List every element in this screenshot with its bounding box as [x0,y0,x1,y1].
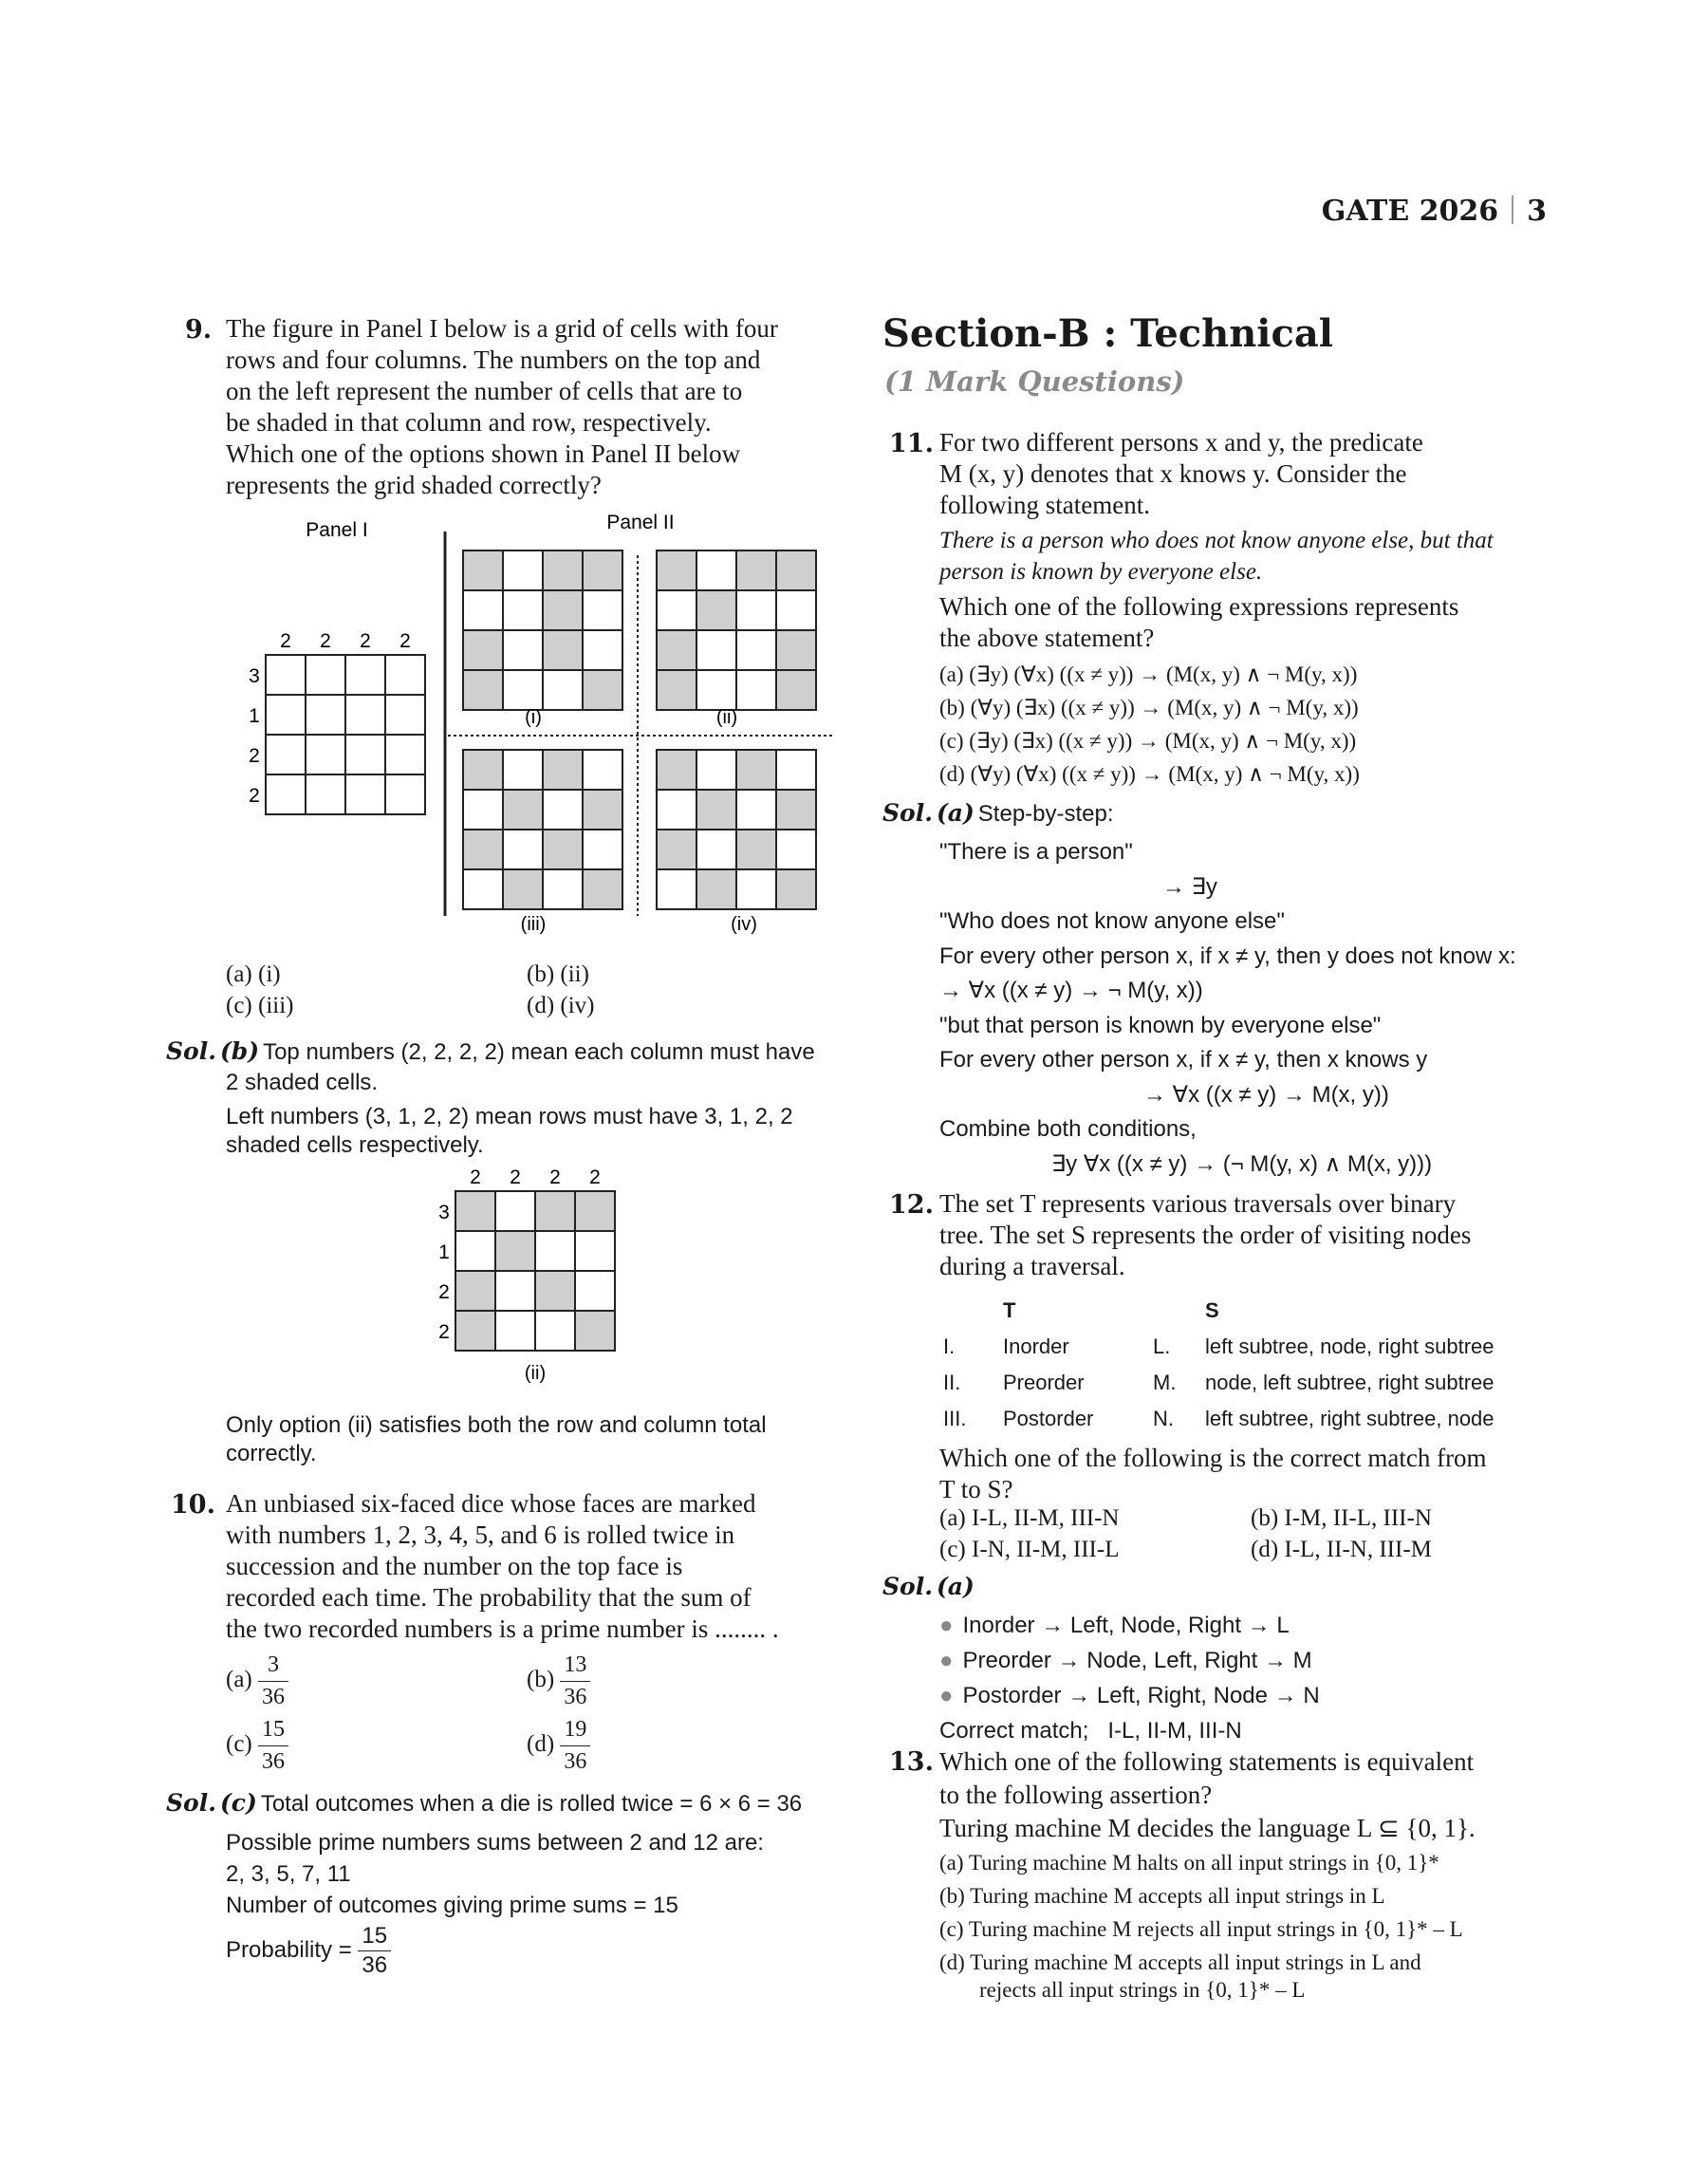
sol-label: Sol. [882,1573,933,1600]
option-label: (a) [226,1667,252,1693]
empty-cell [543,670,583,710]
shaded-cell [657,630,696,670]
numerator: 15 [358,1922,391,1951]
empty-cell [503,670,543,710]
sol-line: 2 shaded cells. [226,1070,379,1095]
sol-text: Total outcomes when a die is rolled twice = 6 × 6 = 36 [260,1791,803,1817]
fraction [560,1714,590,1778]
shaded-cell [696,790,736,830]
fraction [258,1714,288,1778]
grid-label: (i) [525,707,542,728]
step: → ∀x ((x ≠ y) → ¬ M(y, x)) [939,978,1203,1003]
denominator: 36 [262,1685,285,1709]
col-count: 2 [320,630,331,652]
step: ∃y ∀x ((x ≠ y) → (¬ M(y, x) ∧ M(x, y))) [1051,1150,1433,1177]
answer-grid [418,1163,636,1390]
row-count: 2 [249,785,260,807]
bullet-item [939,1608,1320,1643]
empty-cell [583,630,622,670]
solution-9 [166,1037,815,1067]
text-line: to the following assertion? [939,1781,1213,1809]
row-snum: M. [1153,1371,1177,1394]
option-d[interactable] [527,1714,590,1778]
shaded-cell [455,1191,495,1231]
text-line: T to S? [939,1475,1013,1503]
step: Combine both conditions, [939,1116,1197,1142]
col-count: 2 [549,1166,561,1188]
shaded-cell [583,790,622,830]
page-number: 3 [1527,195,1547,228]
shaded-cell [657,670,696,710]
fraction [258,1650,288,1713]
row-num: I. [943,1334,956,1358]
sol-line: Number of outcomes giving prime sums = 15 [226,1893,678,1918]
option-c[interactable] [226,1714,288,1778]
denominator: 36 [362,1952,388,1978]
option-label: (b) [527,1667,555,1693]
option-d[interactable]: (d) (iv) [527,993,595,1018]
row-count: 2 [249,745,260,767]
sol-line: 2, 3, 5, 7, 11 [226,1861,351,1887]
row-count: 2 [438,1281,450,1303]
shaded-cell [696,590,736,630]
empty-cell [696,830,736,869]
shaded-cell [776,630,816,670]
option-grid-i [463,550,622,710]
shaded-cell [583,670,622,710]
step: → ∃y [1162,873,1217,900]
numerator: 3 [258,1650,288,1682]
question-number: 11. [889,429,934,458]
empty-cell [463,790,503,830]
solution-12-body [939,1608,1320,1748]
denominator: 36 [564,1749,587,1774]
empty-cell [696,630,736,670]
text-line: tree. The set S represents the order of visiting nodes [939,1221,1472,1249]
question-11-text [939,427,1494,654]
shaded-cell [776,869,816,909]
shaded-cell [736,750,776,790]
shaded-cell [657,550,696,590]
empty-cell [455,1231,495,1271]
empty-cell [575,1271,615,1311]
solution-10 [166,1789,802,1819]
bullet-item [939,1643,1320,1678]
grid-label: (iv) [731,914,757,935]
step: For every other person x, if x ≠ y, then y does not know x: [939,942,1516,969]
solution-9-conclusion [226,1411,767,1468]
step: "There is a person" [939,839,1133,865]
panel2-label: Panel II [606,512,675,533]
row-count: 2 [438,1321,450,1343]
row-s: node, left subtree, right subtree [1205,1371,1494,1394]
option-d[interactable]: (d) Turing machine M accepts all input strings in L and [939,1950,1421,1974]
row-num: III. [943,1407,967,1430]
fraction [560,1650,590,1713]
empty-cell [583,590,622,630]
row-t: Inorder [1003,1334,1069,1358]
empty-cell [583,750,622,790]
shaded-cell [535,1191,575,1231]
question-number: 13. [889,1747,934,1777]
sol-label: Sol. [882,799,933,827]
sol-line: shaded cells respectively. [226,1132,484,1158]
shaded-cell [463,670,503,710]
col-count: 2 [510,1166,521,1188]
empty-cell [543,869,583,909]
header-title: GATE 2026 [1321,195,1499,228]
text-line: Turing machine M decides the language L ⊆ {0, 1}. [939,1814,1476,1842]
text-line: on the left represent the number of cells that are to [226,377,743,405]
option-c[interactable]: (c) (∃y) (∃x) ((x ≠ y)) → (M(x, y) ∧ ¬ M(y, x)) [939,729,1357,753]
empty-cell [736,630,776,670]
probability-line [226,1922,391,1980]
bullet-icon: ● [939,1683,954,1708]
sol-text: Step-by-step: [977,801,1114,827]
question-13-text [939,1745,1476,1845]
shaded-cell [535,1271,575,1311]
option-grid-ii [657,550,816,710]
shaded-cell [543,830,583,869]
text-line: succession and the number on the top face is [226,1552,683,1580]
shaded-cell [776,670,816,710]
bullet-text: Preorder → Node, Left, Right → M [962,1648,1312,1673]
empty-cell [736,790,776,830]
sol-answer: (a) [936,1573,975,1600]
question-13-options [939,1846,1463,2006]
option-d[interactable]: (d) (∀y) (∀x) ((x ≠ y)) → (M(x, y) ∧ ¬ M(y, x)) [939,762,1360,786]
step: "Who does not know anyone else" [939,908,1285,934]
row-count: 3 [438,1202,450,1223]
text-line: Which one of the options shown in Panel II below [226,439,741,468]
text-line: The figure in Panel I below is a grid of cells with four [226,314,778,343]
denominator: 36 [262,1749,285,1774]
sol-answer: (b) [219,1037,260,1065]
step: "but that person is known by everyone else" [939,1012,1382,1038]
solution-12 [882,1573,975,1600]
empty-cell [503,630,543,670]
empty-cell [696,670,736,710]
text-line: rows and four columns. The numbers on the top and [226,345,761,374]
shaded-cell [463,550,503,590]
shaded-cell [503,790,543,830]
sol-line: Left numbers (3, 1, 2, 2) mean rows must have 3, 1, 2, 2 [226,1104,793,1129]
row-s: left subtree, right subtree, node [1205,1407,1494,1430]
col-count: 2 [280,630,291,652]
empty-cell [657,869,696,909]
empty-cell [463,869,503,909]
bullet-item [939,1678,1320,1713]
empty-cell [495,1191,535,1231]
header-divider [1512,196,1513,224]
empty-cell [736,869,776,909]
question-10-text [226,1488,779,1645]
solution-11-steps [939,835,1547,1182]
fraction [358,1922,391,1980]
question-12-text [939,1188,1471,1282]
text-line: represents the grid shaded correctly? [226,471,602,499]
section-subtitle: (1 Mark Questions) [884,365,1185,398]
option-b[interactable] [527,1650,590,1713]
row-count: 3 [249,665,260,687]
col-count: 2 [399,630,411,652]
question-11-options [939,658,1360,791]
shaded-cell [575,1191,615,1231]
option-b[interactable]: (b) (ii) [527,961,589,987]
option-a[interactable]: (a) Turing machine M halts on all input strings in {0, 1}* [939,1851,1439,1875]
shaded-cell [463,630,503,670]
numerator: 13 [560,1650,590,1682]
panel-figure [228,508,854,959]
option-b[interactable]: (b) Turing machine M accepts all input strings in L [939,1884,1385,1908]
option-a[interactable]: (a) I-L, II-M, III-N [939,1505,1120,1531]
col-count: 2 [470,1166,481,1188]
option-grid-iii [463,750,622,909]
grid-label: (ii) [715,707,738,728]
numerator: 15 [258,1714,288,1746]
option-c[interactable]: (c) Turing machine M rejects all input strings in {0, 1}* – L [939,1917,1463,1941]
numerator: 19 [560,1714,590,1746]
sol-line: Possible prime numbers sums between 2 and 12 are: [226,1830,764,1856]
empty-cell [535,1311,575,1351]
option-a[interactable]: (a) (∃y) (∀x) ((x ≠ y)) → (M(x, y) ∧ ¬ M(y, x)) [939,662,1358,686]
text-line: Which one of the following statements is equivalent [939,1747,1475,1776]
shaded-cell [736,830,776,869]
row-count: 1 [249,705,260,727]
sol-label: Sol. [166,1037,216,1065]
empty-cell [583,830,622,869]
sol-answer: (a) [936,799,975,827]
option-d-continued: rejects all input strings in {0, 1}* – L [979,1978,1306,2002]
text-line: Which one of the following is the correct match from [939,1444,1487,1472]
question-number: 9. [185,315,213,345]
shaded-cell [455,1271,495,1311]
empty-cell [657,790,696,830]
solution-11 [882,799,1114,829]
question-9-text [226,313,778,501]
shaded-cell [455,1311,495,1351]
option-a[interactable] [226,1650,288,1713]
row-t: Postorder [1003,1407,1094,1430]
bullet-text: Postorder → Left, Right, Node → N [962,1683,1320,1708]
text-line: Which one of the following expressions represents [939,592,1459,621]
correct-match: Correct match; I-L, II-M, III-N [939,1718,1242,1744]
empty-cell [696,550,736,590]
empty-cell [543,790,583,830]
panel1-label: Panel I [306,519,368,541]
option-b[interactable]: (b) I-M, II-L, III-N [1251,1505,1432,1531]
shaded-cell [543,590,583,630]
empty-cell [696,750,736,790]
answer-grid-label: (ii) [524,1363,547,1384]
text-line: during a traversal. [939,1252,1125,1280]
option-d[interactable]: (d) I-L, II-N, III-M [1251,1537,1432,1562]
question-12-text2 [939,1443,1487,1505]
step: For every other person x, if x ≠ y, then x knows y [939,1047,1428,1073]
italic-line: There is a person who does not know anyone else, but that [939,528,1494,553]
empty-cell [736,670,776,710]
text-line: M (x, y) denotes that x knows y. Consider the [939,459,1407,488]
text-line: following statement. [939,491,1150,519]
col-header-s: S [1205,1298,1219,1322]
italic-line: person is known by everyone else. [939,559,1263,585]
col-count: 2 [589,1166,601,1188]
text-line: be shaded in that column and row, respectively. [226,408,712,437]
col-header-t: T [1003,1298,1016,1322]
row-s: left subtree, node, right subtree [1205,1334,1494,1358]
shaded-cell [463,830,503,869]
empty-cell [495,1271,535,1311]
shaded-cell [583,869,622,909]
shaded-cell [575,1311,615,1351]
empty-cell [535,1231,575,1271]
question-number: 10. [171,1490,215,1520]
text-line: The set T represents various traversals over binary [939,1189,1457,1218]
row-num: II. [943,1371,961,1394]
bullet-icon: ● [939,1613,954,1638]
empty-cell [463,590,503,630]
shaded-cell [543,550,583,590]
empty-cell [503,750,543,790]
text-line: recorded each time. The probability that the sum of [226,1583,752,1612]
solution-10-body [226,1827,764,1921]
shaded-cell [495,1231,535,1271]
question-number: 12. [889,1190,934,1220]
shaded-cell [696,869,736,909]
shaded-cell [583,550,622,590]
shaded-cell [543,630,583,670]
shaded-cell [776,550,816,590]
col-count: 2 [360,630,371,652]
section-title: Section-B : Technical [882,311,1333,356]
step: → ∀x ((x ≠ y) → M(x, y)) [1143,1081,1389,1108]
empty-cell [575,1231,615,1271]
answer-grid-cells [455,1191,615,1351]
shaded-cell [543,750,583,790]
shaded-cell [503,869,543,909]
bullet-icon: ● [939,1648,954,1673]
option-c[interactable]: (c) (iii) [226,993,294,1018]
empty-cell [495,1311,535,1351]
sol-text: Top numbers (2, 2, 2, 2) mean each column must have [263,1039,815,1065]
option-b[interactable]: (b) (∀y) (∃x) ((x ≠ y)) → (M(x, y) ∧ ¬ M(y, x)) [939,696,1359,719]
bullet-text: Inorder → Left, Node, Right → L [962,1613,1290,1638]
empty-cell [776,750,816,790]
shaded-cell [657,830,696,869]
text-line: An unbiased six-faced dice whose faces are marked [226,1489,756,1518]
option-label: (c) [226,1731,252,1758]
panel1-grid [249,630,425,814]
sol-line: Only option (ii) satisfies both the row and column total [226,1412,767,1438]
empty-cell [776,830,816,869]
sol-answer: (c) [219,1789,257,1817]
shaded-cell [736,550,776,590]
page-header [1322,195,1547,228]
empty-cell [776,590,816,630]
denominator: 36 [564,1685,587,1709]
option-grid-iv [657,750,816,909]
text-line: the above statement? [939,624,1155,652]
text-line: with numbers 1, 2, 3, 4, 5, and 6 is rolled twice in [226,1521,735,1549]
solution-9-body [226,1069,793,1160]
shaded-cell [657,750,696,790]
text-line: the two recorded numbers is a prime number is ........ . [226,1614,779,1643]
row-count: 1 [438,1241,450,1263]
empty-cell [503,590,543,630]
prob-label: Probability = [226,1936,352,1963]
grid-label: (iii) [520,914,547,935]
empty-cell [503,550,543,590]
empty-cell [503,830,543,869]
option-a[interactable]: (a) (i) [226,961,281,987]
row-snum: N. [1153,1407,1174,1430]
shaded-cell [776,790,816,830]
option-label: (d) [527,1731,555,1758]
text-line: For two different persons x and y, the predicate [939,428,1423,457]
row-t: Preorder [1003,1371,1085,1394]
empty-cell [657,590,696,630]
shaded-cell [463,750,503,790]
sol-label: Sol. [166,1789,216,1817]
sol-line: correctly. [226,1441,317,1466]
row-snum: L. [1153,1334,1171,1358]
empty-cell [736,590,776,630]
option-c[interactable]: (c) I-N, II-M, III-L [939,1537,1120,1562]
